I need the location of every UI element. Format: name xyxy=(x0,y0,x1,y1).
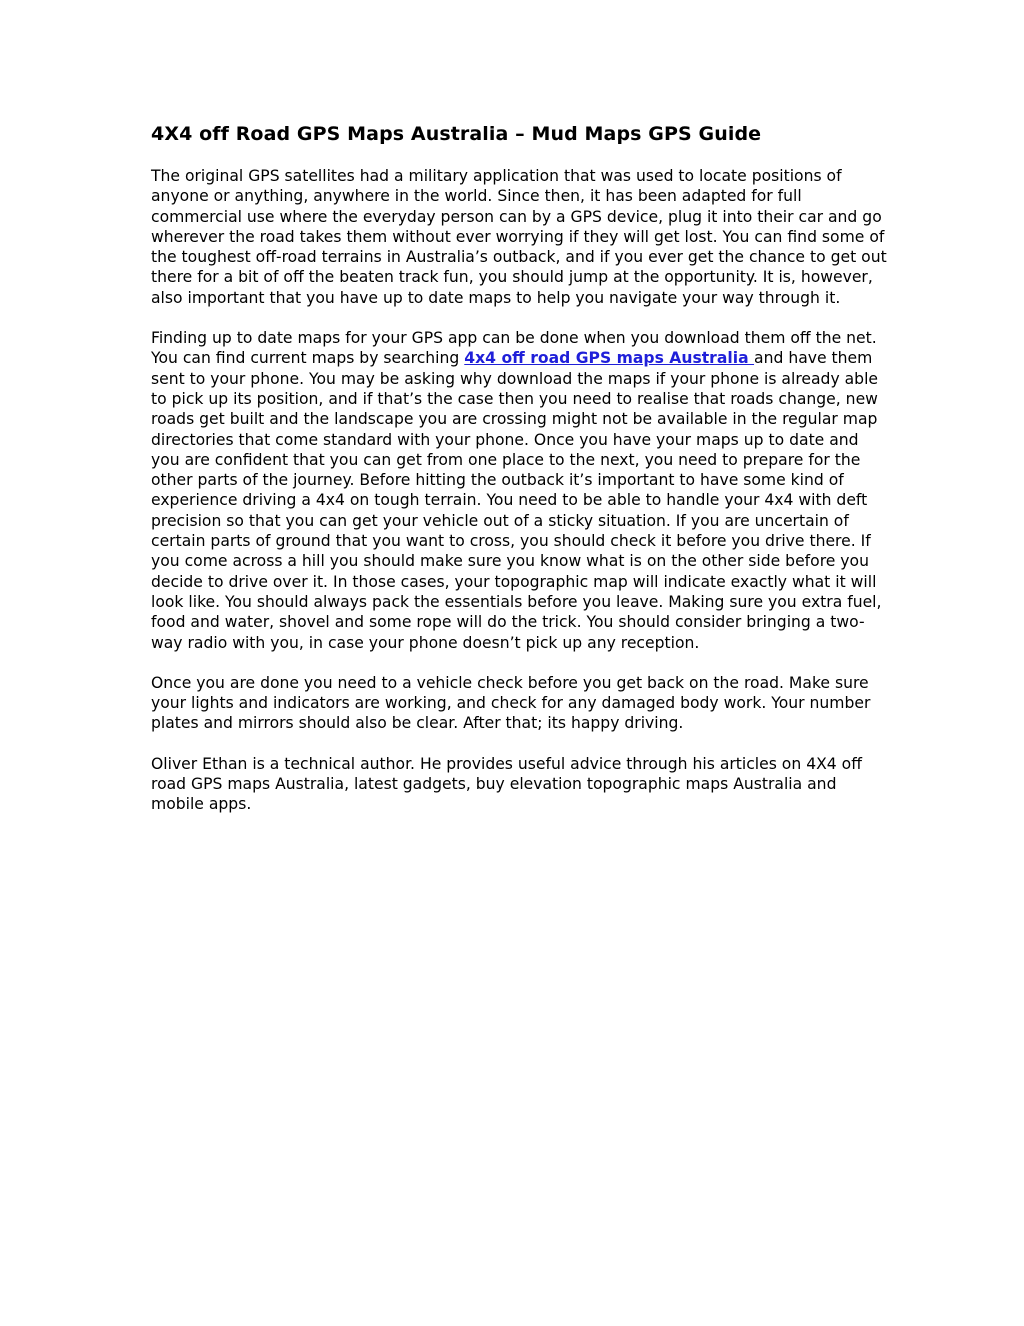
document-page xyxy=(151,122,891,815)
paragraph-finding-maps-body: and have them sent to your phone. You may be asking why download the maps if your phone is already able to pick up its position, and if that’s the case then you need to realise that roads change, new roads get built and the landscape you are crossing might not be available in the regular map directories that come standard with your phone. Once you have your maps up to date and you are confident that you can get from one place to the next, you need to prepare for the other parts of the journey. Before hitting the outback it’s important to have some kind of experience driving a 4x4 on tough terrain. You need to be able to handle your 4x4 with deft precision so that you can get your vehicle out of a sticky situation. If you are uncertain of certain parts of ground that you want to cross, you should check it before you drive there. If you come across a hill you should make sure you know what is on the other side before you decide to drive over it. In those cases, your topographic map will indicate exactly what it will look like. You should always pack the essentials before you leave. Making sure you extra fuel, food and water, shovel and some rope will do the trick. You should consider bringing a two-way radio with you, in case your phone doesn’t pick up any reception. xyxy=(151,349,882,652)
paragraph-vehicle-check: Once you are done you need to a vehicle check before you get back on the road. Make sure your lights and indicators are working, and check for any damaged body work. Your number plates and mirrors should also be clear. After that; its happy driving. xyxy=(151,673,871,733)
paragraph-finding-maps xyxy=(151,328,891,653)
document-title: 4X4 off Road GPS Maps Australia – Mud Maps GPS Guide xyxy=(151,123,762,145)
paragraph-gps-history: The original GPS satellites had a military application that was used to locate positions of anyone or anything, anywhere in the world. Since then, it has been adapted for full commercial use where the everyday person can by a GPS device, plug it into their car and go wherever the road takes them without ever worrying if they will get lost. You can find some of the toughest off-road terrains in Australia’s outback, and if you ever get the chance to get out there for a bit of off the beaten track fun, you should jump at the opportunity. It is, however, also important that you have up to date maps to help you navigate your way through it. xyxy=(151,167,887,307)
paragraph-author-bio: Oliver Ethan is a technical author. He provides useful advice through his articles on 4X4 off road GPS maps Australia, latest gadgets, buy elevation topographic maps Australia and mobile apps. xyxy=(151,754,862,814)
paragraph-finding-maps-intro: Finding up to date maps for your GPS app can be done when you download them off the net. You can find current maps by searching xyxy=(151,329,877,368)
gps-maps-link[interactable]: 4x4 off road GPS maps Australia xyxy=(464,349,755,368)
